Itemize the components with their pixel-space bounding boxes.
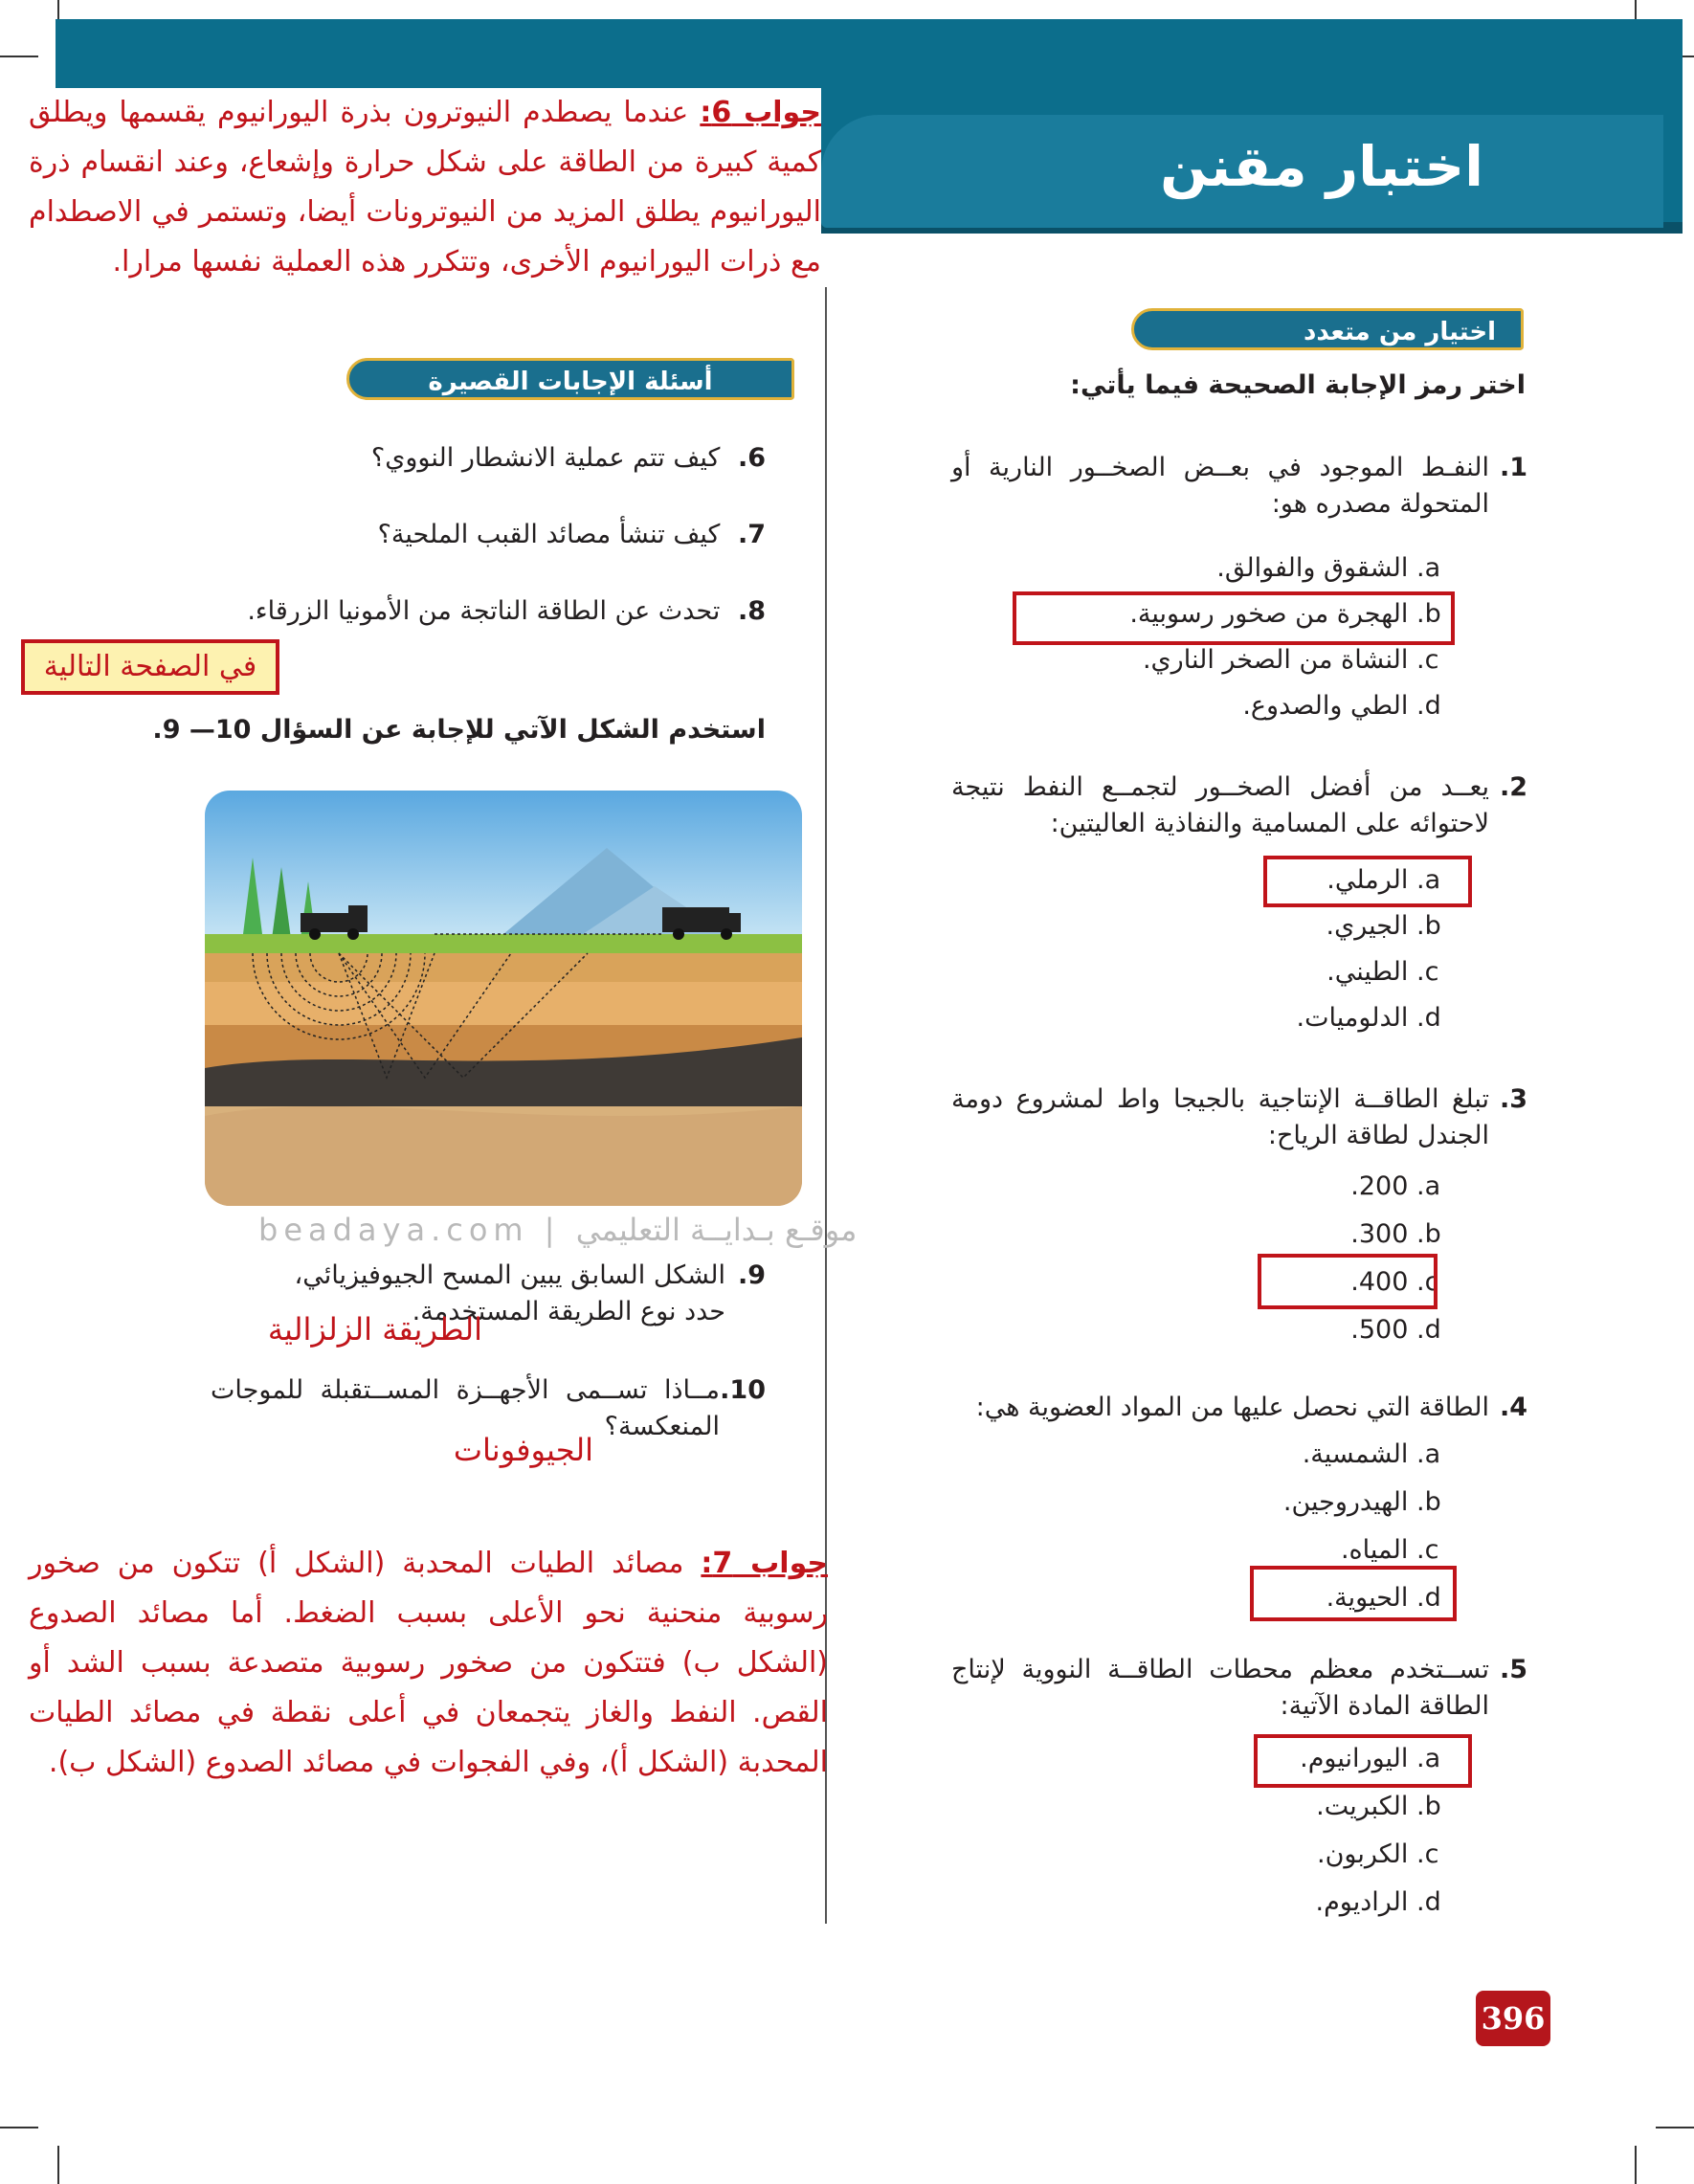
mc-question-3: [951, 1081, 1526, 1154]
crop-mark: [0, 56, 38, 57]
short-question-6: 6. كيف تتم عملية الانشطار النووي؟: [370, 443, 766, 473]
crop-mark: [57, 2146, 59, 2184]
option-5a: a. اليورانيوم.: [1300, 1744, 1441, 1773]
option-1a: a. الشقوق والفوالق.: [1216, 553, 1441, 583]
section-tab-short-answer: أسئلة الإجابات القصيرة: [346, 358, 794, 400]
option-3c: c. 400.: [1350, 1267, 1439, 1297]
crop-mark: [1635, 2146, 1637, 2184]
option-4a: a. الشمسية.: [1302, 1439, 1441, 1469]
question-number: 4.: [1499, 1393, 1527, 1422]
mc-instruction: اختر رمز الإجابة الصحيحة فيما يأتي:: [1070, 370, 1526, 400]
question-number: 1.: [1499, 453, 1527, 482]
answer-6-label: جواب 6:: [700, 96, 821, 129]
option-3b: b. 300.: [1350, 1219, 1441, 1249]
option-5d: d. الراديوم.: [1315, 1887, 1441, 1917]
option-3d: d. 500.: [1350, 1315, 1441, 1345]
answer-7: [29, 1539, 828, 1788]
option-1d: d. الطي والصدوع.: [1242, 691, 1441, 721]
answer-6-text: عندما يصطدم النيوترون بذرة اليورانيوم يقسمها ويطلق كمية كبيرة من الطاقة على شكل حرارة وإشعاع، وعند انقسام ذرة اليورانيوم يطلق المزيد من النيوترونات أيضا، وتستمر في الاصطدام مع ذرات اليورانيوم الأخرى، وتتكرر هذه العملية نفسها مرارا.: [29, 96, 821, 279]
short-question-8: 8. تحدث عن الطاقة الناتجة من الأمونيا الزرقاء.: [247, 596, 766, 626]
mc-question-1: [951, 450, 1526, 523]
answer-highlight-1b: [1013, 591, 1455, 645]
figure-prompt: استخدم الشكل الآتي للإجابة عن السؤال 10— 9.: [152, 715, 766, 745]
option-2b: b. الجيري.: [1326, 911, 1441, 941]
page-title: اختبار مقنن: [1160, 134, 1483, 199]
short-question-9: 9. الشكل السابق يبين المسح الجيوفيزيائي، حدد نوع الطريقة المستخدمة.: [294, 1260, 766, 1326]
short-question-10: 10. مــاذا تســمى الأجهــزة المســتقبلة للموجات المنعكسة؟: [211, 1375, 766, 1441]
next-page-note: في الصفحة التالية: [21, 639, 279, 695]
option-1b: b. الهجرة من صخور رسوبية.: [1129, 599, 1441, 629]
question-text: الطاقة التي نحصل عليها من المواد العضوية هي:: [975, 1393, 1489, 1422]
answer-highlight-3c: [1258, 1254, 1438, 1309]
answer-9: الطريقة الزلزالية: [267, 1311, 482, 1348]
option-5b: b. الكبريت.: [1316, 1792, 1441, 1821]
option-2d: d. الدلوميات.: [1296, 1003, 1441, 1033]
mc-question-4: [951, 1390, 1526, 1426]
question-number: 2.: [1499, 772, 1527, 802]
answer-7-label: جواب 7:: [701, 1547, 828, 1580]
option-5c: c. الكربون.: [1316, 1839, 1439, 1869]
option-4c: c. المياه.: [1340, 1535, 1439, 1565]
answer-6: [29, 88, 821, 287]
watermark: beadaya.com | موقـع بـدايــة التعليمي: [258, 1212, 858, 1248]
seismic-survey-illustration: [205, 791, 802, 1206]
crop-mark: [0, 2127, 38, 2128]
seismic-survey-figure: [205, 791, 802, 1206]
page-number: 396: [1476, 1991, 1550, 2046]
section-tab-multiple-choice: اختيار من متعدد: [1131, 308, 1524, 350]
option-1c: c. النشاة من الصخر الناري.: [1142, 645, 1439, 675]
question-text: تســتخدم معظم محطات الطاقــة النووية لإنتاج الطاقة المادة الآتية:: [951, 1655, 1489, 1721]
option-2a: a. الرملي.: [1326, 865, 1441, 895]
answer-7-text: مصائد الطيات المحدبة (الشكل أ) تتكون من صخور رسوبية منحنية نحو الأعلى بسبب الضغط. أما مصائد الصدوع (الشكل ب) فتتكون من صخور رسوبية متصدعة بسبب الشد أو القص. النفط والغاز يتجمعان في أعلى نقطة في مصائد الطيات المحدبة (الشكل أ)، وفي الفجوات في مصائد الصدوع (الشكل ب).: [29, 1547, 828, 1779]
question-text: النفـط الموجود في بعــض الصخــور النارية أو المتحولة مصدره هو:: [951, 453, 1489, 519]
answer-highlight-5a: [1254, 1734, 1472, 1788]
question-number: 5.: [1499, 1655, 1527, 1684]
answer-highlight-4d: [1250, 1566, 1457, 1621]
short-question-7: 7. كيف تنشأ مصائد القبب الملحية؟: [377, 520, 766, 549]
question-text: تبلغ الطاقــة الإنتاجية بالجيجا واط لمشروع دومة الجندل لطاقة الرياح:: [951, 1084, 1489, 1150]
question-text: يعــد من أفضل الصخــور لتجمــع النفط نتيجة لاحتوائه على المسامية والنفاذية العاليتين:: [951, 772, 1489, 838]
mc-question-2: [951, 769, 1526, 842]
question-number: 3.: [1499, 1084, 1527, 1114]
mc-question-5: [951, 1652, 1526, 1725]
option-4b: b. الهيدروجين.: [1282, 1487, 1441, 1517]
option-4d: d. الحيوية.: [1326, 1583, 1441, 1613]
option-3a: a. 200.: [1350, 1171, 1441, 1201]
crop-mark: [1656, 2127, 1694, 2128]
option-2c: c. الطيني.: [1326, 957, 1439, 987]
answer-highlight-2a: [1263, 856, 1472, 907]
answer-10: الجيوفونات: [453, 1432, 593, 1468]
